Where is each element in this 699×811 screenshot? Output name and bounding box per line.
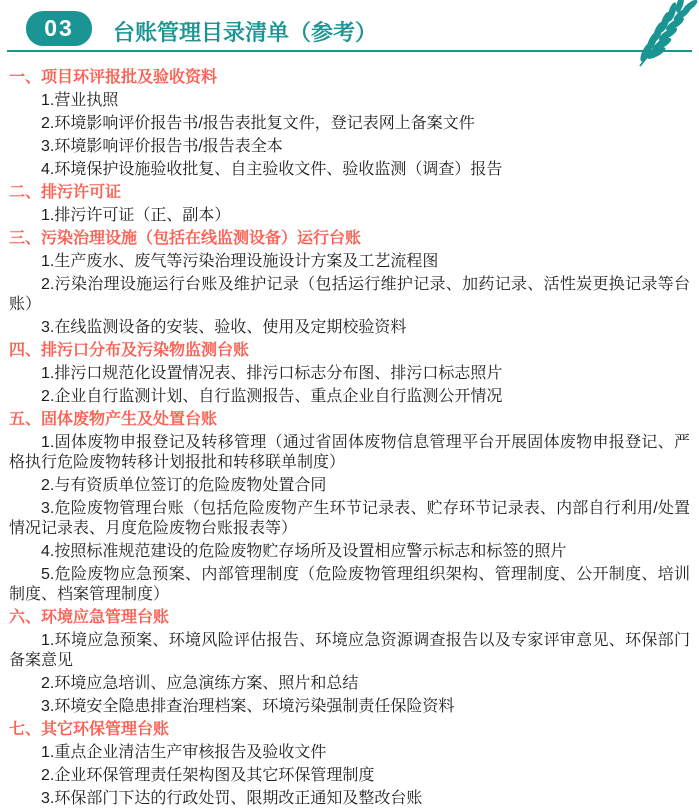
section-heading: 六、环境应急管理台账 — [9, 609, 170, 626]
list-item: 4.按照标准规范建设的危险废物贮存场所及设置相应警示标志和标签的照片 — [41, 543, 567, 560]
header-divider — [7, 50, 692, 52]
list-item: 1.重点企业清洁生产审核报告及验收文件 — [41, 744, 327, 761]
section-heading: 七、其它环保管理台账 — [9, 721, 170, 738]
list-item: 2.企业环保管理责任架构图及其它环保管理制度 — [41, 767, 375, 784]
leaf-branch-icon — [636, 0, 698, 68]
list-item: 2.环境应急培训、应急演练方案、照片和总结 — [41, 675, 359, 692]
list-item: 2.与有资质单位签订的危险废物处置合同 — [41, 477, 327, 494]
list-item: 3.环境影响评价报告书/报告表全本 — [41, 138, 283, 155]
list-item: 2.企业自行监测计划、自行监测报告、重点企业自行监测公开情况 — [41, 388, 503, 405]
list-item: 5.危险废物应急预案、内部管理制度（危险废物管理组织架构、管理制度、公开制度、培训制度、档案管理制度） — [9, 566, 690, 603]
list-item: 2.环境影响评价报告书/报告表批复文件，登记表网上备案文件 — [41, 115, 475, 132]
list-item: 1.排污口规范化设置情况表、排污口标志分布图、排污口标志照片 — [41, 365, 503, 382]
list-item: 3.环保部门下达的行政处罚、限期改正通知及整改台账 — [41, 790, 423, 807]
list-item: 4.环境保护设施验收批复、自主验收文件、验收监测（调查）报告 — [41, 161, 503, 178]
section-heading: 五、固体废物产生及处置台账 — [9, 411, 218, 428]
list-item: 1.固体废物申报登记及转移管理（通过省固体废物信息管理平台开展固体废物申报登记、严格执行危险废物转移计划报批和转移联单制度） — [9, 434, 690, 471]
section-heading: 四、排污口分布及污染物监测台账 — [9, 342, 250, 359]
list-item: 3.在线监测设备的安装、验收、使用及定期校验资料 — [41, 319, 407, 336]
list-item: 1.排污许可证（正、副本） — [41, 207, 231, 224]
document-body — [0, 52, 699, 809]
list-item: 1.营业执照 — [41, 92, 119, 109]
page-header — [0, 0, 699, 52]
list-item: 3.环境安全隐患排查治理档案、环境污染强制责任保险资料 — [41, 698, 455, 715]
section-heading: 二、排污许可证 — [9, 184, 122, 201]
list-item: 3.危险废物管理台账（包括危险废物产生环节记录表、贮存环节记录表、内部自行利用/处置情况记录表、月度危险废物台账报表等） — [9, 500, 690, 537]
section-number-badge: 03 — [26, 11, 92, 46]
list-item: 1.生产废水、废气等污染治理设施设计方案及工艺流程图 — [41, 253, 439, 270]
page-title: 台账管理目录清单（参考） — [113, 20, 378, 45]
section-heading: 一、项目环评报批及验收资料 — [9, 69, 218, 86]
list-item: 1.环境应急预案、环境风险评估报告、环境应急资源调查报告以及专家评审意见、环保部门备案意见 — [9, 632, 690, 669]
list-item: 2.污染治理设施运行台账及维护记录（包括运行维护记录、加药记录、活性炭更换记录等台账） — [9, 276, 690, 313]
section-heading: 三、污染治理设施（包括在线监测设备）运行台账 — [9, 230, 362, 247]
